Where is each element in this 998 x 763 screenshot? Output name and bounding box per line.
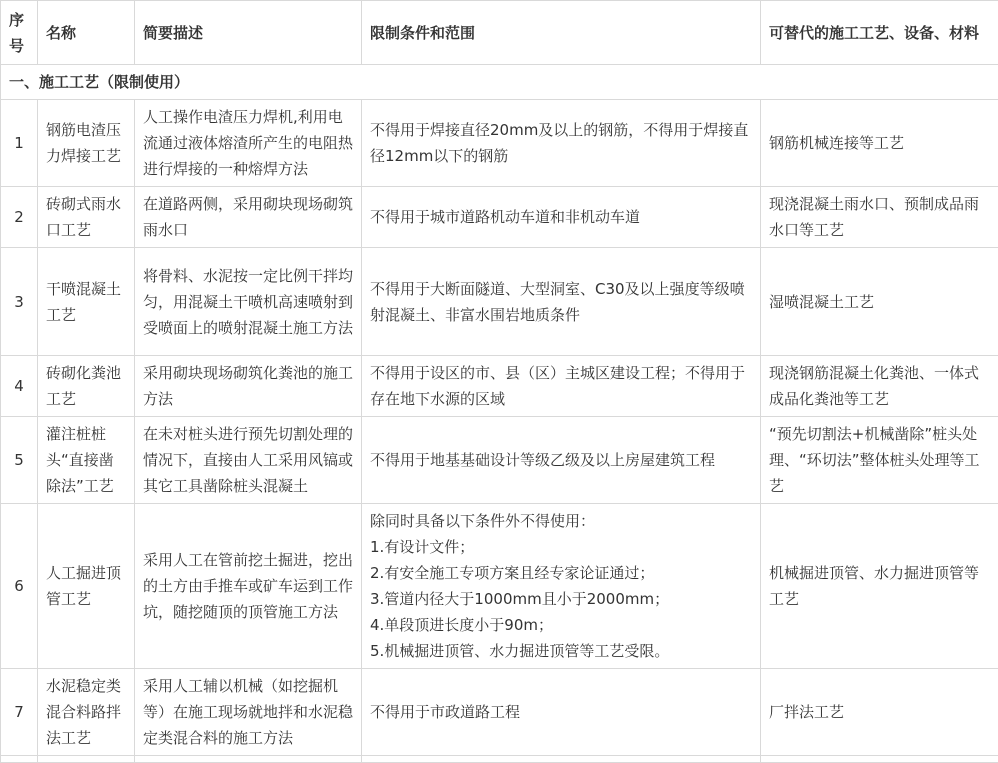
header-index: 序号 xyxy=(1,1,38,65)
row-desc: 在未对桩头进行预先切割处理的情况下，直接由人工采用风镐或其它工具凿除桩头混凝土 xyxy=(135,417,362,504)
row-index: 6 xyxy=(1,504,38,669)
row-name: 砖砌化粪池工艺 xyxy=(38,356,135,417)
row-limit: 不得用于焊接直径20mm及以上的钢筋，不得用于焊接直径12mm以下的钢筋 xyxy=(362,100,761,187)
header-limit: 限制条件和范围 xyxy=(362,1,761,65)
row-name: 灌注桩桩头“直接凿除法”工艺 xyxy=(38,417,135,504)
table-row xyxy=(1,187,998,248)
row-limit: 不得用于市政道路工程 xyxy=(362,669,761,756)
row-desc: 采用人工在管前挖土掘进，挖出的土方由手推车或矿车运到工作坑，随挖随顶的顶管施工方法 xyxy=(135,504,362,669)
row-name: 干喷混凝土工艺 xyxy=(38,248,135,356)
empty-cell xyxy=(761,756,998,763)
empty-cell xyxy=(38,756,135,763)
row-index: 1 xyxy=(1,100,38,187)
row-alt: 机械掘进顶管、水力掘进顶管等工艺 xyxy=(761,504,998,669)
row-desc: 采用人工辅以机械（如挖掘机等）在施工现场就地拌和水泥稳定类混合料的施工方法 xyxy=(135,669,362,756)
empty-cell xyxy=(135,756,362,763)
row-index: 4 xyxy=(1,356,38,417)
row-alt: 现浇混凝土雨水口、预制成品雨水口等工艺 xyxy=(761,187,998,248)
row-name: 砖砌式雨水口工艺 xyxy=(38,187,135,248)
section-title: 一、施工工艺（限制使用） xyxy=(1,65,998,100)
limit-line: 3.管道内径大于1000mm且小于2000mm； xyxy=(370,586,752,612)
empty-cell xyxy=(362,756,761,763)
row-desc: 人工操作电渣压力焊机,利用电流通过液体熔渣所产生的电阻热进行焊接的一种熔焊方法 xyxy=(135,100,362,187)
row-name: 人工掘进顶管工艺 xyxy=(38,504,135,669)
row-alt: 钢筋机械连接等工艺 xyxy=(761,100,998,187)
limit-line: 除同时具备以下条件外不得使用： xyxy=(370,508,752,534)
empty-cell xyxy=(1,756,38,763)
row-index: 2 xyxy=(1,187,38,248)
limit-line: 5.机械掘进顶管、水力掘进顶管等工艺受限。 xyxy=(370,638,752,664)
row-limit: 不得用于地基基础设计等级乙级及以上房屋建筑工程 xyxy=(362,417,761,504)
row-alt: 湿喷混凝土工艺 xyxy=(761,248,998,356)
row-name: 钢筋电渣压力焊接工艺 xyxy=(38,100,135,187)
table-row xyxy=(1,669,998,756)
row-limit: 不得用于设区的市、县（区）主城区建设工程；不得用于存在地下水源的区域 xyxy=(362,356,761,417)
limit-line: 4.单段顶进长度小于90m； xyxy=(370,612,752,638)
table-header-row xyxy=(1,1,998,65)
row-alt: 现浇钢筋混凝土化粪池、一体式成品化粪池等工艺 xyxy=(761,356,998,417)
row-desc: 将骨料、水泥按一定比例干拌均匀，用混凝土干喷机高速喷射到受喷面上的喷射混凝土施工方法 xyxy=(135,248,362,356)
row-name: 水泥稳定类混合料路拌法工艺 xyxy=(38,669,135,756)
section-row xyxy=(1,65,998,100)
row-desc: 在道路两侧，采用砌块现场砌筑雨水口 xyxy=(135,187,362,248)
table-row xyxy=(1,248,998,356)
table-row xyxy=(1,504,998,669)
header-name: 名称 xyxy=(38,1,135,65)
row-limit: 不得用于城市道路机动车道和非机动车道 xyxy=(362,187,761,248)
row-limit xyxy=(362,504,761,669)
table-row xyxy=(1,417,998,504)
limit-line: 2.有安全施工专项方案且经专家论证通过； xyxy=(370,560,752,586)
table-row xyxy=(1,356,998,417)
row-index: 5 xyxy=(1,417,38,504)
table-row xyxy=(1,100,998,187)
table-row-partial xyxy=(1,756,998,763)
header-alt: 可替代的施工工艺、设备、材料 xyxy=(761,1,998,65)
row-desc: 采用砌块现场砌筑化粪池的施工方法 xyxy=(135,356,362,417)
row-alt: “预先切割法+机械凿除”桩头处理、“环切法”整体桩头处理等工艺 xyxy=(761,417,998,504)
row-alt: 厂拌法工艺 xyxy=(761,669,998,756)
row-index: 3 xyxy=(1,248,38,356)
header-desc: 简要描述 xyxy=(135,1,362,65)
row-index: 7 xyxy=(1,669,38,756)
row-limit: 不得用于大断面隧道、大型洞室、C30及以上强度等级喷射混凝土、非富水围岩地质条件 xyxy=(362,248,761,356)
limit-line: 1.有设计文件； xyxy=(370,534,752,560)
